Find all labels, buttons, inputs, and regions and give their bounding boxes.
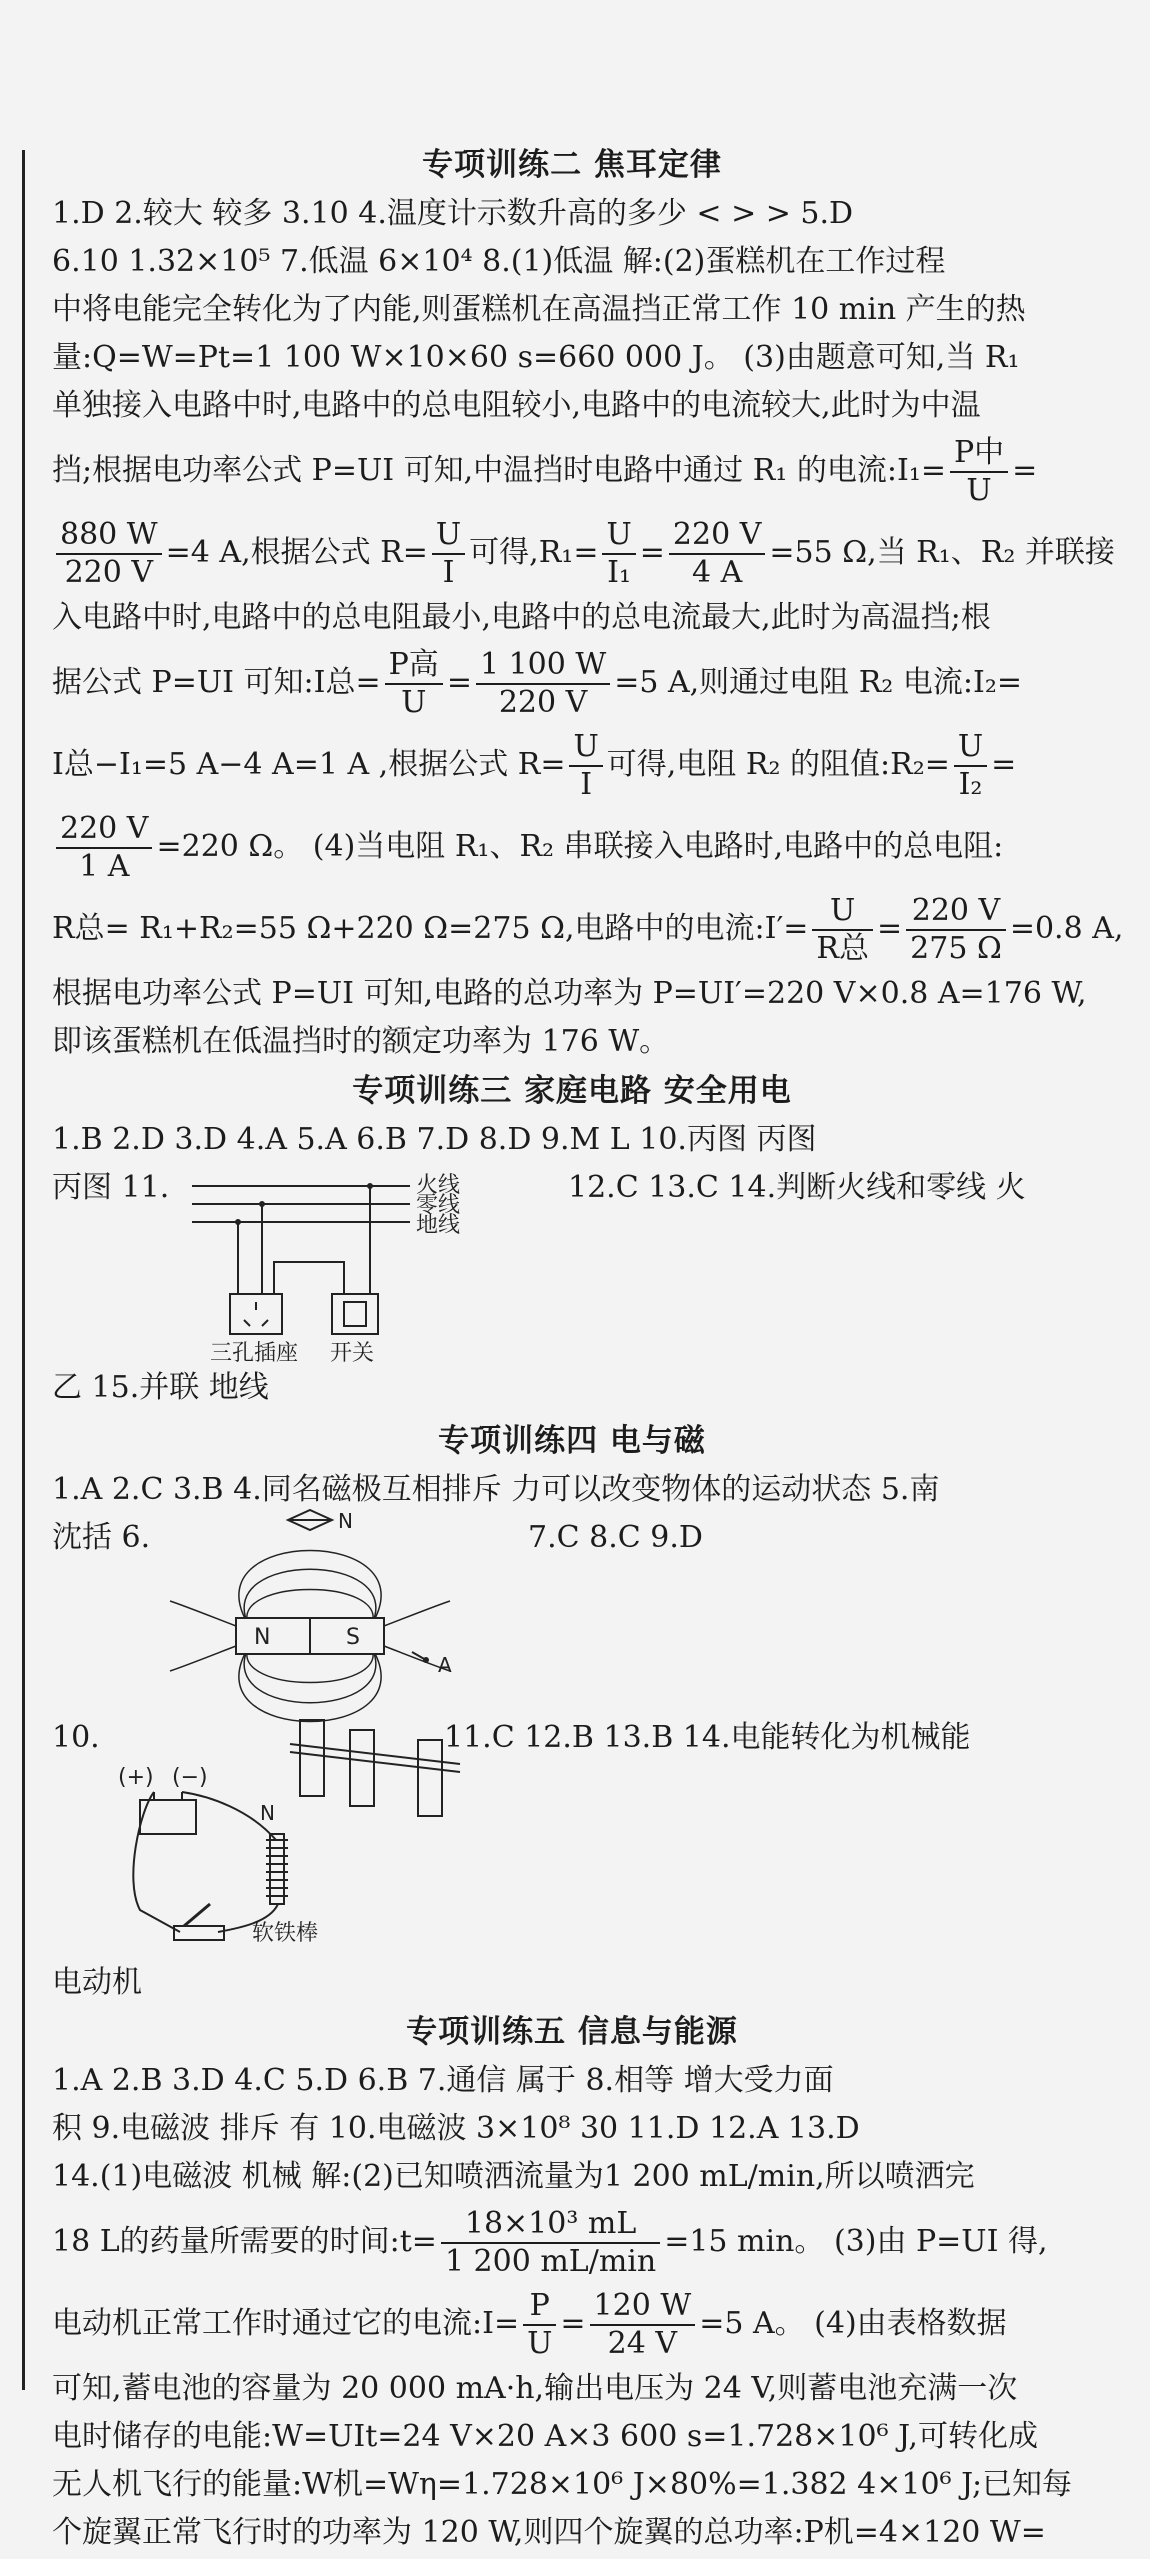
fraction-den: 220 V [64, 555, 154, 590]
field-line [170, 1646, 236, 1671]
point-a-label: A [438, 1653, 452, 1677]
s2-line-7 [52, 512, 1115, 594]
text-seg: =55 Ω,当 R₁、R₂ 并联接 [769, 535, 1115, 570]
text-seg: = [446, 665, 472, 700]
ground-label: 地线 [416, 1213, 461, 1238]
fraction [56, 811, 152, 885]
text-seg: 7.C 8.C 9.D [528, 1520, 703, 1555]
text-seg: 可得,R₁= [469, 535, 599, 570]
text-seg: R总= R₁+R₂=55 Ω+220 Ω=275 Ω,电路中的电流:I′= [52, 911, 809, 946]
magnet-n-label: N [254, 1625, 271, 1650]
switch-label: 开关 [330, 1341, 375, 1366]
fraction [385, 647, 443, 721]
core-label: 软铁棒 [252, 1921, 319, 1946]
switch-box [332, 1294, 378, 1334]
s3-line-1: 1.B 2.D 3.D 4.A 5.A 6.B 7.D 8.D 9.M L 10.丙图 丙图 [52, 1122, 817, 1157]
text-seg: =5 A。 (4)由表格数据 [699, 2306, 1007, 2341]
fraction [602, 517, 635, 591]
s2-line-12 [52, 888, 1124, 970]
s2-line-11 [52, 806, 1092, 888]
fraction-den: I₁ [607, 555, 632, 590]
s4-line-4: 电动机 [52, 1965, 142, 2000]
text-seg: 11.C 12.B 13.B 14.电能转化为机械能 [444, 1720, 971, 1755]
switch-base [174, 1926, 224, 1940]
fraction-den: I [442, 555, 455, 590]
fraction-num: P高 [385, 647, 443, 685]
switch-lever [184, 1904, 210, 1926]
coil-n-label: N [260, 1801, 275, 1825]
text-seg: 丙图 11. [52, 1170, 170, 1205]
socket-box [230, 1294, 282, 1334]
fraction-num: U [812, 893, 873, 931]
s5-line-5 [52, 2283, 1092, 2365]
s2-line-5: 单独接入电路中时,电路中的总电阻较小,电路中的电流较大,此时为中温 [52, 388, 981, 423]
fraction [950, 435, 1008, 509]
text-seg: 挡;根据电功率公式 P=UI 可知,中温挡时电路中通过 R₁ 的电流:I₁= [52, 453, 946, 488]
compass-n-label: N [338, 1509, 353, 1533]
fraction-den: 24 V [607, 2326, 678, 2361]
s2-line-2: 6.10 1.32×10⁵ 7.低温 6×10⁴ 8.(1)低温 解:(2)蛋糕机在工作过程 [52, 244, 946, 279]
minus-label: (−) [172, 1765, 208, 1790]
magnet-s-label: S [346, 1625, 360, 1650]
s5-line-1: 1.A 2.B 3.D 4.C 5.D 6.B 7.通信 属于 8.相等 增大受力面 [52, 2063, 834, 2098]
answer-content [52, 140, 1124, 2557]
field-line [244, 1648, 376, 1703]
plus-label: (+) [118, 1765, 154, 1790]
s2-line-6 [52, 430, 1092, 512]
frame-post [418, 1740, 442, 1816]
socket-pin [244, 1320, 250, 1326]
fraction-num: U [569, 729, 602, 767]
fraction [523, 2288, 556, 2362]
text-seg: = [560, 2306, 586, 2341]
socket-label: 三孔插座 [210, 1341, 299, 1366]
text-seg: =15 min。 (3)由 P=UI 得, [664, 2224, 1048, 2259]
socket-pin [262, 1320, 268, 1326]
fraction-den: U [401, 685, 427, 720]
fraction [812, 893, 873, 967]
text-seg: = [1012, 453, 1038, 488]
s2-line-4: 量:Q=W=Pt=1 100 W×10×60 s=660 000 J。 (3)由题意可知,当 R₁ [52, 340, 1020, 375]
field-line [239, 1551, 381, 1625]
fraction [476, 647, 610, 721]
fraction-den: 1 200 mL/min [444, 2244, 657, 2279]
text-seg: =5 A,则通过电阻 R₂ 电流:I₂= [614, 665, 1022, 700]
text-seg: =220 Ω。 (4)当电阻 R₁、R₂ 串联接入电路时,电路中的总电阻: [156, 829, 1004, 864]
s4-figure-row-1 [52, 1509, 1092, 1714]
battery [140, 1800, 196, 1834]
s4-line-1: 1.A 2.C 3.B 4.同名磁极互相排斥 力可以改变物体的运动状态 5.南 [52, 1472, 940, 1507]
fraction-num: U [954, 729, 987, 767]
fraction-num: P中 [950, 435, 1008, 473]
s2-line-14: 即该蛋糕机在低温挡时的额定功率为 176 W。 [52, 1024, 670, 1059]
text-seg: 据公式 P=UI 可知:I总= [52, 665, 381, 700]
fraction [669, 517, 765, 591]
text-seg: 可得,电阻 R₂ 的阻值:R₂= [606, 747, 950, 782]
s2-line-3: 中将电能完全转化为了内能,则蛋糕机在高温挡正常工作 10 min 产生的热 [52, 292, 1026, 327]
text-seg: = [991, 747, 1017, 782]
fraction-num: 120 W [590, 2288, 696, 2326]
fraction-num: 220 V [669, 517, 765, 555]
electromagnet-motor-diagram [100, 1700, 500, 1960]
fraction-den: 4 A [691, 555, 743, 590]
fraction [56, 517, 162, 591]
text-seg: 沈括 6. [52, 1520, 151, 1555]
margin-rule [22, 150, 25, 2390]
frame-post [350, 1730, 374, 1806]
field-line [384, 1601, 450, 1626]
section-title-3: 专项训练三 家庭电路 安全用电 [352, 1073, 792, 1109]
fraction-den: U [527, 2326, 553, 2361]
fraction [569, 729, 602, 803]
fraction [432, 517, 465, 591]
neutral-label: 零线 [416, 1193, 461, 1218]
fraction-num: 880 W [56, 517, 162, 555]
fraction [441, 2206, 660, 2280]
s2-line-8: 入电路中时,电路中的总电阻最小,电路中的总电流最大,此时为高温挡;根 [52, 600, 991, 635]
text-seg: 18 L的药量所需要的时间:t= [52, 2224, 437, 2259]
fraction-den: I [580, 767, 593, 802]
text-seg: 12.C 13.C 14.判断火线和零线 火 [568, 1170, 1026, 1205]
fraction-num: P [523, 2288, 556, 2326]
text-seg: 电动机正常工作时通过它的电流:I= [52, 2306, 520, 2341]
s5-line-2: 积 9.电磁波 排斥 有 10.电磁波 3×10⁸ 30 11.D 12.A 13.D [52, 2111, 860, 2146]
bar-magnet-field-diagram [170, 1506, 530, 1716]
s2-line-1: 1.D 2.较大 较多 3.10 4.温度计示数升高的多少 < > > 5.D [52, 196, 854, 231]
fraction-num: 220 V [906, 893, 1006, 931]
text-seg: = [639, 535, 665, 570]
s2-line-9 [52, 642, 1092, 724]
fraction [906, 893, 1006, 967]
s5-line-3: 14.(1)电磁波 机械 解:(2)已知喷洒流量为1 200 mL/min,所以喷洒完 [52, 2159, 975, 2194]
fraction-num: 1 100 W [476, 647, 610, 685]
fraction [590, 2288, 696, 2362]
fraction-den: I₂ [958, 767, 983, 802]
frame-post [300, 1720, 324, 1796]
s3-figure-row [52, 1164, 1092, 1364]
household-circuit-diagram [192, 1164, 542, 1364]
text-seg: =4 A,根据公式 R= [165, 535, 428, 570]
text-seg: I总−I₁=5 A−4 A=1 A ,根据公式 R= [52, 747, 566, 782]
fraction-num: 220 V [56, 811, 152, 849]
text-seg: 10. [52, 1720, 100, 1755]
switch-toggle [344, 1302, 366, 1326]
s2-line-10 [52, 724, 1092, 806]
s5-line-4 [52, 2201, 1092, 2283]
fraction-den: U [966, 473, 992, 508]
s5-line-7: 电时储存的电能:W=UIt=24 V×20 A×3 600 s=1.728×10⁶ J,可转化成 [52, 2419, 1038, 2454]
s3-line-3: 乙 15.并联 地线 [52, 1370, 269, 1405]
s5-line-9: 个旋翼正常飞行时的功率为 120 W,则四个旋翼的总功率:P机=4×120 W= [52, 2515, 1046, 2550]
fire-label: 火线 [416, 1173, 461, 1198]
fraction [954, 729, 987, 803]
text-seg: = [877, 911, 903, 946]
section-title-5: 专项训练五 信息与能源 [406, 2014, 738, 2050]
fraction-num: U [432, 517, 465, 555]
fraction-den: 220 V [498, 685, 588, 720]
section-title-4: 专项训练四 电与磁 [438, 1423, 706, 1459]
field-line [170, 1601, 236, 1626]
fraction-num: U [602, 517, 635, 555]
socket-switch-lead [274, 1262, 344, 1294]
fraction-num: 18×10³ mL [441, 2206, 660, 2244]
s5-line-8: 无人机飞行的能量:W机=Wη=1.728×10⁶ J×80%=1.382 4×10⁶ J;已知每 [52, 2467, 1073, 2502]
s5-line-6: 可知,蓄电池的容量为 20 000 mA·h,输出电压为 24 V,则蓄电池充满一次 [52, 2371, 1018, 2406]
field-line [244, 1569, 376, 1624]
fraction-den: 1 A [79, 849, 130, 884]
text-seg: =0.8 A, [1009, 911, 1124, 946]
section-title-2: 专项训练二 焦耳定律 [422, 147, 722, 183]
fraction-den: 275 Ω [910, 931, 1002, 966]
soft-iron-core [270, 1834, 284, 1904]
s2-line-13: 根据电功率公式 P=UI 可知,电路的总功率为 P=UI′=220 V×0.8 A=176 W, [52, 976, 1087, 1011]
fraction-den: R总 [816, 931, 869, 966]
s4-figure-row-2 [52, 1714, 1092, 1959]
